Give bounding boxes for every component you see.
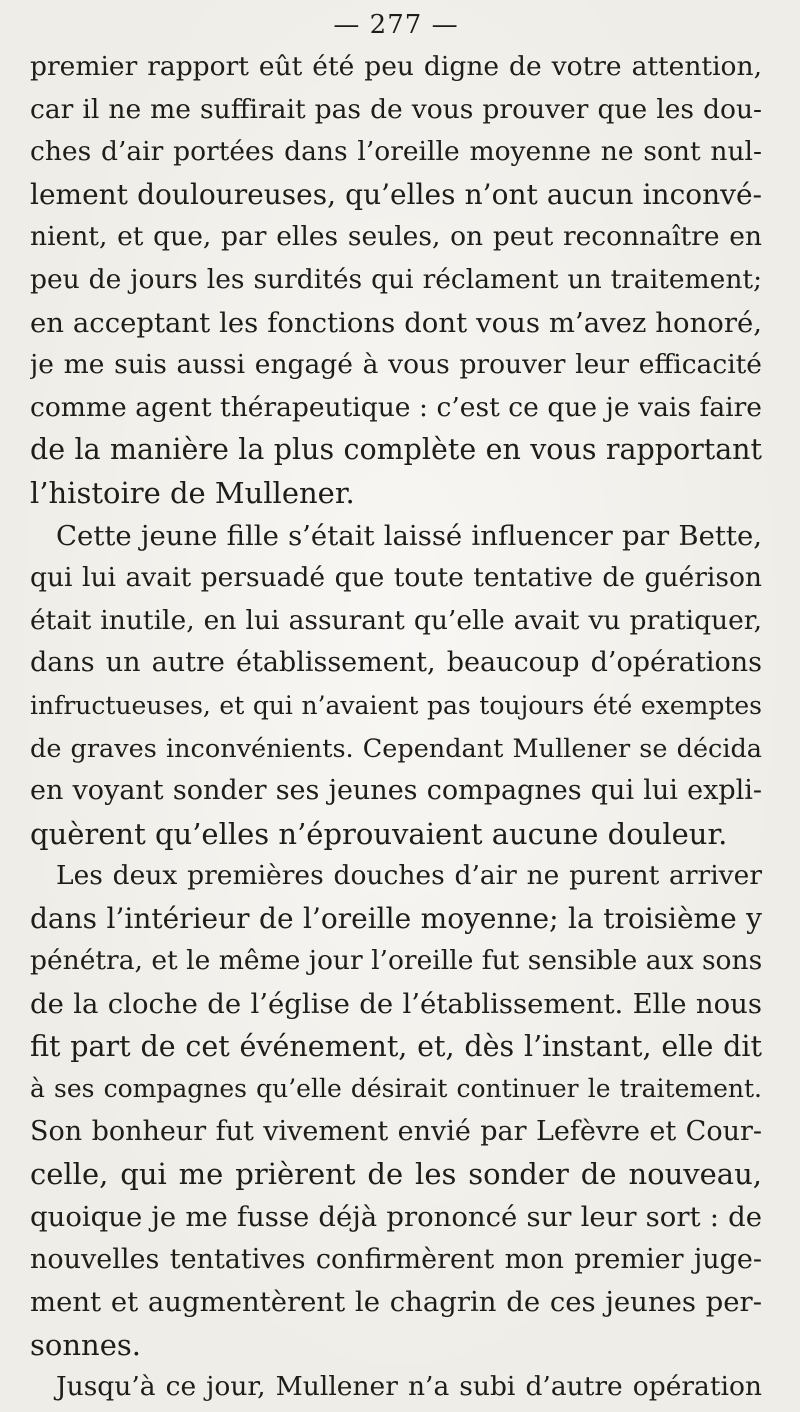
text-line: car il ne me suffirait pas de vous prouver que les dou-: [30, 93, 762, 125]
text-line: lement douloureuses, qu’elles n’ont aucun inconvé-: [30, 177, 762, 211]
text-line: nouvelles tentatives confirmèrent mon premier juge-: [30, 1243, 762, 1275]
text-line: nient, et que, par elles seules, on peut reconnaître en: [30, 221, 762, 253]
text-line: de la cloche de l’église de l’établissement. Elle nous: [30, 988, 762, 1021]
text-line: qui lui avait persuadé que toute tentative de guérison: [30, 562, 762, 594]
text-line: en voyant sonder ses jeunes compagnes qui lui expli-: [30, 775, 762, 807]
text-line: celle, qui me prièrent de les sonder de nouveau,: [30, 1157, 762, 1192]
text-line: infructueuses, et qui n’avaient pas toujours été exemptes: [30, 690, 762, 720]
text-line: quoique je me fusse déjà prononcé sur leur sort : de: [30, 1201, 762, 1234]
text-line: quèrent qu’elles n’éprouvaient aucune douleur.: [30, 816, 728, 851]
text-line: ches d’air portées dans l’oreille moyenne ne sont nul-: [30, 136, 762, 168]
body-text: [30, 46, 762, 1409]
text-line: dans un autre établissement, beaucoup d’opérations: [30, 647, 762, 679]
page-number: — 277 —: [333, 10, 459, 40]
text-line: Cette jeune fille s’était laissé influencer par Bette,: [56, 519, 762, 552]
text-line: premier rapport eût été peu digne de votre attention,: [30, 51, 762, 82]
text-line: sonnes.: [30, 1327, 141, 1362]
text-line: Les deux premières douches d’air ne purent arriver: [56, 860, 762, 892]
text-line: était inutile, en lui assurant qu’elle avait vu pratiquer,: [30, 604, 762, 636]
text-line: de graves inconvénients. Cependant Mullener se décida: [30, 733, 762, 764]
text-line: ment et augmentèrent le chagrin de ces jeunes per-: [30, 1286, 762, 1319]
text-line: Son bonheur fut vivement envié par Lefèvre et Cour-: [30, 1115, 762, 1147]
text-line: comme agent thérapeutique : c’est ce que je vais faire: [30, 391, 762, 423]
text-line: en acceptant les fonctions dont vous m’avez honoré,: [30, 306, 762, 339]
text-line: fit part de cet événement, et, dès l’instant, elle dit: [30, 1029, 762, 1063]
text-line: peu de jours les surdités qui réclament un traitement;: [30, 263, 762, 295]
text-line: pénétra, et le même jour l’oreille fut sensible aux sons: [30, 945, 762, 977]
text-line: je me suis aussi engagé à vous prouver leur efficacité: [30, 349, 762, 381]
text-line: de la manière la plus complète en vous rapportant: [30, 433, 762, 467]
text-line: à ses compagnes qu’elle désirait continuer le traitement.: [30, 1074, 762, 1104]
text-line: dans l’intérieur de l’oreille moyenne; la troisième y: [30, 901, 762, 935]
text-line: l’histoire de Mullener.: [30, 475, 355, 510]
text-line: Jusqu’à ce jour, Mullener n’a subi d’autre opération: [56, 1371, 762, 1403]
